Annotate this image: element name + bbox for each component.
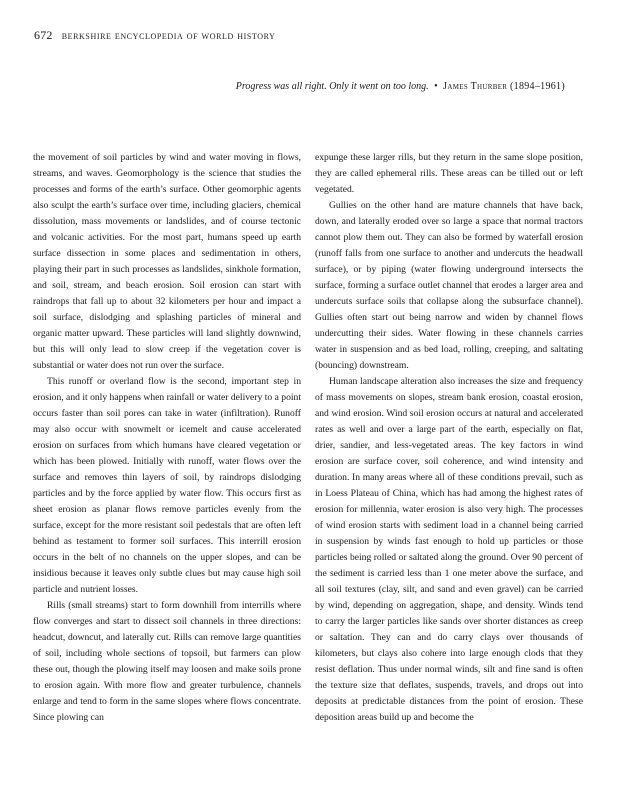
paragraph: expunge these larger rills, but they return in the same slope position, they are called ephemeral rills. These areas can be tilled out or left vegetated. [315,152,583,195]
page-number: 672 [34,28,53,42]
paragraph: Rills (small streams) start to form downhill from interrills where flow converges and start to dissect soil channels in three directions: headcut, downcut, and laterally cut. Rills can remove large quantities of soil, including whole sections of topsoil, but farmers can plow these out, though the plowing itself may loosen and make soils prone to erosion again. With more flow and greater turbulence, channels enlarge and tend to form in the same slopes where flows concentrate. Since plowing can [33,600,301,723]
quote-text: Progress was all right. Only it went on too long. [235,81,429,92]
paragraph: Gullies on the other hand are mature channels that have back, down, and laterally eroded over so large a space that normal tractors cannot plow them out. They can also be formed by waterfall erosion (runoff falls from one surface to another and undercuts the headwall surface), or by piping (water flowing underground intersects the surface, forming a surface outlet channel that erodes a larger area and undercuts surface soils that collapse along the subsurface channel). Gullies often start out being narrow and widen by channel flows undercutting their sides. Water flowing in these channels carries water in suspension and as bed load, rolling, creeping, and saltating (bouncing) downstream. [315,200,583,371]
paragraph: Human landscape alteration also increases the size and frequency of mass movements on slopes, stream bank erosion, coastal erosion, and wind erosion. Wind soil erosion occurs at natural and accelerated rates as well and over a large part of the earth, especially on flat, drier, sandier, and less-vegetated areas. The key factors in wind erosion are surface cover, soil coherence, and wind intensity and duration. In many areas where all of these conditions prevail, such as in Loess Plateau of China, which has had among the highest rates of erosion for millennia, water erosion is also very high. The processes of wind erosion starts with sediment load in a channel being carried in suspension by winds fast enough to hold up particles or those particles being rolled or saltated along the ground. Over 90 percent of the sediment is carried less than 1 one meter above the surface, and all soil textures (clay, silt, and sand and even gravel) can be carried by wind, depending on aggregation, shape, and density. Winds tend to carry the larger particles like sands over shorter distances as creep or saltation. They can and do carry clays over thousands of kilometers, but clays also cohere into large enough clods that they resist deflation. Thus under normal winds, silt and fine sand is often the texture size that deflates, suspends, travels, and drops out into deposits at predictable distances from the point of erosion. These deposition areas build up and become the [315,376,583,723]
right-column [315,150,583,726]
page-header [34,28,276,43]
paragraph: the movement of soil particles by wind and water moving in flows, streams, and waves. Geomorphology is the science that studies the processes and forms of the earth’s surface. Other geomorphic agents also sculpt the earth’s surface over time, including glaciers, chemical dissolution, mass movements or landslides, and of course tectonic and volcanic activities. For the most part, humans speed up earth surface dissection in some places and sedimentation in others, playing their part in such processes as landslides, sinkhole formation, and soil, stream, and beach erosion. Soil erosion can start with raindrops that fall up to about 32 kilometers per hour and impact a soil surface, dislodging and splashing particles of mineral and organic matter upward. These particles will land slightly downwind, but this will only lead to slow creep if the vegetation cover is substantial or water does not run over the surface. [33,152,301,371]
quote-bullet: • [434,81,438,92]
left-column [33,150,301,726]
epigraph-quote [236,81,565,92]
running-title: berkshire encyclopedia of world history [61,30,276,42]
quote-author: James Thurber (1894–1961) [443,81,565,92]
paragraph: This runoff or overland flow is the second, important step in erosion, and it only happens when rainfall or water delivery to a point occurs faster than soil pores can take in water (infiltration). Runoff may also occur with snowmelt or icemelt and cause accelerated erosion on surfaces from which humans have cleared vegetation or which has been plowed. Initially with runoff, water flows over the surface and removes thin layers of soil, by raindrops dislodging particles and by the force applied by water flow. This occurs first as sheet erosion as planar flows remove particles evenly from the surface, except for the more resistant soil pedestals that are often left behind as testament to former soil surfaces. This interrill erosion occurs in the belt of no channels on the upper slopes, and can be insidious because it leaves only subtle clues but may cause high soil particle and nutrient losses. [33,376,301,595]
